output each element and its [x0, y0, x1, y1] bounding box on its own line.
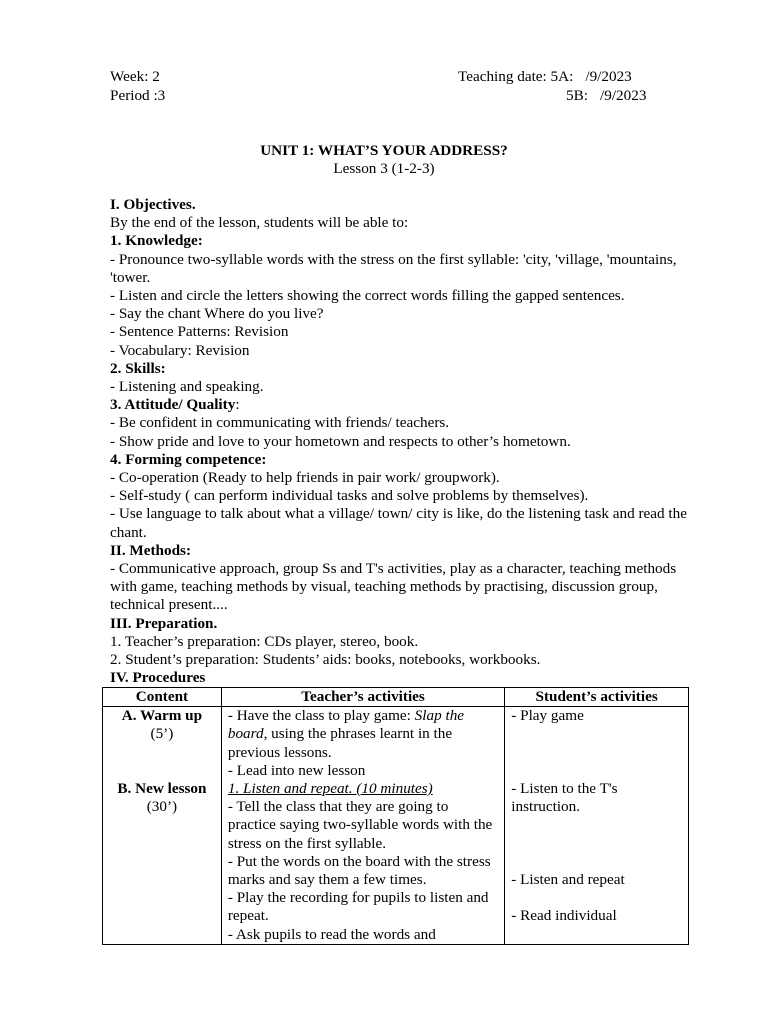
teaching-date-label: Teaching date: 5A: — [458, 68, 574, 85]
preparation-heading: III. Preparation. — [110, 614, 218, 632]
knowledge-item: - Say the chant Where do you live? — [110, 305, 324, 323]
methods-heading: II. Methods: — [110, 541, 192, 559]
lesson-subtitle: Lesson 3 (1-2-3) — [333, 160, 435, 177]
column-header-teacher: Teacher’s activities — [221, 688, 504, 707]
skills-heading: 2. Skills: — [110, 359, 166, 377]
newlesson-label: B. New lesson — [117, 780, 207, 797]
teacher-activity: - Have the class to play game: Slap the board, using the phrases learnt in the previous lessons. — [227, 707, 465, 761]
preparation-item: 1. Teacher’s preparation: CDs player, stereo, book. — [110, 632, 419, 650]
student-activity: - Play game — [511, 707, 584, 725]
student-activity: - Read individual — [511, 907, 617, 925]
unit-title: UNIT 1: WHAT’S YOUR ADDRESS? — [260, 142, 508, 159]
column-header-student: Student’s activities — [505, 688, 689, 707]
warmup-label: A. Warm up — [121, 707, 203, 725]
competence-item: - Self-study ( can perform individual tasks and solve problems by themselves). — [110, 487, 589, 505]
objectives-intro: By the end of the lesson, students will be able to: — [110, 214, 409, 232]
game-name: Slap the board — [227, 707, 465, 743]
teacher-activity: - Lead into new lesson — [227, 761, 366, 779]
attitude-item: - Show pride and love to your hometown and respects to other’s hometown. — [110, 432, 571, 450]
header-right — [458, 68, 646, 105]
teacher-activity: - Ask pupils to read the words and — [227, 925, 436, 943]
procedures-heading: IV. Procedures — [110, 669, 206, 687]
attitude-item: - Be confident in communicating with friends/ teachers. — [110, 414, 450, 432]
procedures-table — [102, 687, 689, 945]
attitude-colon: : — [235, 396, 240, 414]
student-activities-cell — [505, 707, 689, 945]
teacher-activity: - Play the recording for pupils to listen and repeat. — [227, 889, 489, 925]
header-left — [110, 68, 165, 105]
skills-item: - Listening and speaking. — [110, 378, 264, 396]
knowledge-heading: 1. Knowledge: — [110, 232, 203, 250]
student-activity: - Listen to the T's instruction. — [511, 780, 618, 816]
period-label: Period :3 — [110, 86, 166, 104]
teacher-activity: - Tell the class that they are going to practice saying two-syllable words with the stress on the first syllable. — [227, 798, 493, 852]
attitude-heading: 3. Attitude/ Quality — [110, 396, 236, 414]
student-activity: - Listen and repeat — [511, 871, 625, 888]
attitude-heading-line — [110, 396, 700, 414]
competence-heading: 4. Forming competence: — [110, 450, 267, 468]
teaching-date-5a: /9/2023 — [585, 68, 632, 85]
knowledge-item: - Vocabulary: Revision — [110, 341, 250, 359]
newlesson-time: (30’) — [146, 798, 178, 816]
lesson-body — [110, 196, 700, 687]
knowledge-item: - Sentence Patterns: Revision — [110, 323, 289, 341]
knowledge-item: - Listen and circle the letters showing the correct words filling the gapped sentences. — [110, 287, 625, 305]
methods-text: - Communicative approach, group Ss and T's activities, play as a character, teaching methods with game, teaching methods by visual, teaching methods by practising, discussion group, technical present.... — [110, 560, 677, 614]
week-label: Week: 2 — [110, 68, 160, 85]
objectives-heading: I. Objectives. — [110, 196, 196, 213]
warmup-time: (5’) — [150, 725, 174, 743]
class-5b-label: 5B: — [566, 86, 588, 104]
competence-item: - Co-operation (Ready to help friends in pair work/ groupwork). — [110, 469, 500, 487]
teacher-activity: - Put the words on the board with the stress marks and say them a few times. — [227, 852, 491, 889]
preparation-item: 2. Student’s preparation: Students’ aids: books, notebooks, workbooks. — [110, 651, 541, 669]
activity-subheading: 1. Listen and repeat. (10 minutes) — [227, 780, 433, 798]
column-header-content: Content — [103, 688, 222, 707]
teacher-activities-cell — [221, 707, 504, 945]
table-header-row — [103, 688, 689, 707]
teaching-date-5b: /9/2023 — [600, 86, 647, 104]
content-cell — [103, 707, 222, 945]
knowledge-item: - Pronounce two-syllable words with the stress on the first syllable: 'city, 'village, 'mountains, 'tower. — [110, 250, 677, 286]
competence-item: - Use language to talk about what a village/ town/ city is like, do the listening task and read the chant. — [110, 505, 687, 541]
table-row — [103, 707, 689, 945]
title-block — [0, 142, 768, 178]
